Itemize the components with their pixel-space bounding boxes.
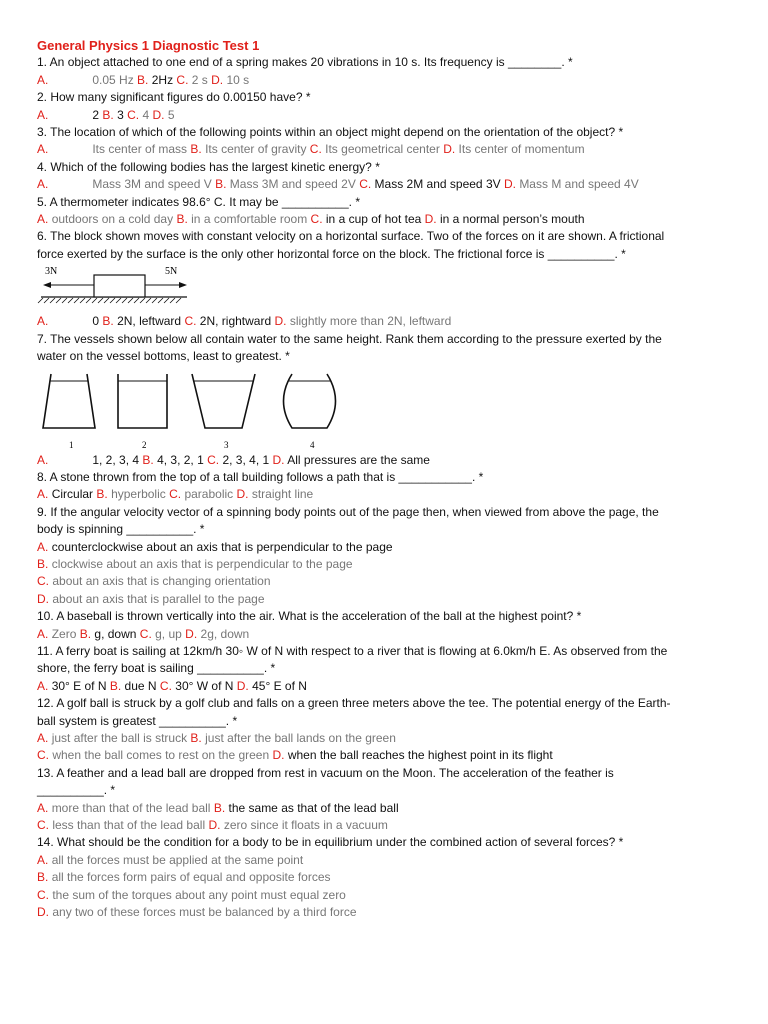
option-letter: A. [37,212,49,227]
option-row [37,72,737,89]
option-letter: C. [127,107,140,122]
option-letter: C. [310,212,323,227]
option-c[interactable] [37,574,271,588]
option-letter: D. [274,314,287,329]
option-row [37,556,737,573]
question-text: 11. A ferry boat is sailing at 12km/h 30◦ W of N with respect to a river that is flowing at 6.0km/h E. As observed from the [37,643,668,658]
vessel-label-3: 3 [224,439,229,450]
option-letter: B. [190,731,202,745]
option-letter: D. [272,452,285,467]
option-d[interactable] [275,314,452,328]
option-letter: B. [37,556,49,571]
question-text: 8. A stone thrown from the top of a tall building follows a path that is ___________. * [37,469,484,484]
option-text: 2 s [191,72,208,87]
option-a[interactable] [37,679,107,693]
question-text: shore, the ferry boat is sailing __________. * [37,661,276,676]
option-c[interactable] [176,73,207,87]
option-letter: D. [152,107,165,122]
option-letter: A. [37,72,49,87]
test-content [37,37,737,921]
option-text: 4 [142,107,150,122]
option-letter: D. [272,748,285,763]
option-letter: B. [213,800,226,815]
option-letter: A. [37,731,49,745]
question-1 [37,54,737,89]
option-letter: C. [309,142,322,157]
option-row [37,904,737,921]
question-2 [37,89,737,124]
surface-hatch [134,298,139,303]
option-row [37,730,737,747]
question-text: water on the vessel bottoms, least to greatest. * [37,349,290,364]
option-c[interactable] [160,679,234,693]
option-letter: D. [443,142,456,157]
option-a[interactable] [37,73,134,87]
question-text: ball system is greatest __________. * [37,713,238,728]
option-c[interactable] [37,888,346,902]
option-letter: C. [176,72,189,87]
option-b[interactable] [110,679,157,693]
option-text: more than that of the lead ball [51,800,211,815]
option-text: All pressures are the same [287,452,430,467]
surface-hatch [44,298,49,303]
option-text: 0.05 Hz [92,72,134,87]
option-row [37,591,737,608]
question-text: 1. An object attached to one end of a spring makes 20 vibrations in 10 s. Its frequency is ________. * [37,55,573,70]
surface-hatch [152,298,157,303]
question-text: 3. The location of which of the following points within an object might depend on the orientation of the object? * [37,125,624,140]
option-text: 5 [167,107,175,122]
question-text: __________. * [37,783,116,798]
vessel-4 [284,374,336,428]
question-3 [37,124,737,159]
option-text: all the forces form pairs of equal and opposite forces [51,870,331,885]
option-text: any two of these forces must be balanced by a third force [52,905,357,920]
left-arrowhead [43,282,51,288]
option-letter: C. [159,678,172,693]
surface-hatch [122,298,127,303]
option-c[interactable] [207,453,269,467]
option-letter: C. [37,818,49,833]
option-text: clockwise about an axis that is perpendicular to the page [51,556,353,571]
vessel-2 [118,374,167,428]
option-d[interactable] [152,108,174,122]
option-d[interactable] [208,818,387,832]
option-text: 2Hz [151,72,174,87]
question-text: 5. A thermometer indicates 98.6° C. It may be __________. * [37,194,360,209]
surface-hatch [164,298,169,303]
option-text: just after the ball lands on the green [205,731,396,745]
question-7 [37,331,737,469]
option-letter: B. [137,72,149,87]
option-text: just after the ball is struck [51,731,188,745]
option-text: 2g, down [200,626,250,641]
option-d[interactable] [237,487,314,501]
option-text: counterclockwise about an axis that is perpendicular to the page [51,539,393,554]
surface-hatch [170,298,175,303]
option-text: slightly more than 2N, leftward [289,314,452,329]
option-row [37,747,737,764]
option-text: Its center of mass [92,142,188,157]
option-letter: C. [139,626,152,641]
block-figure [37,263,737,313]
option-letter: D. [37,591,49,606]
surface-hatch [38,298,43,303]
option-letter: C. [207,452,220,467]
surface-hatch [92,298,97,303]
option-text: 30° W of N [175,678,234,693]
question-11 [37,643,737,695]
question-text: body is spinning __________. * [37,522,205,537]
surface-hatch [176,298,181,303]
option-a[interactable] [37,731,187,745]
question-9 [37,504,737,608]
question-12 [37,695,737,765]
option-letter: D. [424,212,437,227]
surface-hatch [74,298,79,303]
right-force-label: 5N [165,266,178,278]
option-row [37,313,737,330]
option-text: in a normal person’s mouth [439,212,585,227]
option-letter: D. [211,72,224,87]
option-letter: B. [142,452,154,467]
option-b[interactable] [190,142,306,156]
option-d[interactable] [443,142,584,156]
vessel-label-2: 2 [142,439,147,450]
option-text: parabolic [184,487,234,502]
option-letter: A. [37,142,49,157]
option-a[interactable] [37,540,393,554]
question-text: 14. What should be the condition for a body to be in equilibrium under the combined action of several forces? * [37,835,624,850]
option-text: about an axis that is changing orientation [52,574,271,589]
question-4 [37,159,737,194]
option-letter: B. [176,212,188,227]
option-text: 4, 3, 2, 1 [157,452,204,467]
option-d[interactable] [504,177,639,191]
option-a[interactable] [37,627,76,641]
question-13 [37,765,737,835]
option-row [37,817,737,834]
test-title: General Physics 1 Diagnostic Test 1 [37,38,260,53]
option-letter: A. [37,487,49,502]
option-row [37,486,737,503]
option-row [37,211,737,228]
surface-hatch [158,298,163,303]
option-d[interactable] [37,592,265,606]
option-b[interactable] [142,453,203,467]
option-text: Circular [51,487,94,502]
surface-hatch [128,298,133,303]
option-letter: D. [185,626,198,641]
option-letter: D. [236,487,249,502]
option-letter: A. [37,539,49,554]
option-letter: A. [37,626,49,641]
option-letter: A. [37,678,49,693]
option-text: 1, 2, 3, 4 [92,452,140,467]
option-text: Mass 3M and speed 2V [229,177,356,192]
option-b[interactable] [80,627,137,641]
option-text: the same as that of the lead ball [228,800,399,815]
option-text: 2N, rightward [199,314,272,329]
option-text: when the ball comes to rest on the green [52,748,270,763]
option-text: Mass 2M and speed 3V [374,177,501,192]
left-force-label: 3N [45,266,58,278]
surface-hatch [86,298,91,303]
option-letter: A. [37,452,49,467]
option-text: 45° E of N [252,678,307,693]
option-text: outdoors on a cold day [51,212,174,227]
option-a[interactable] [37,853,303,867]
option-d[interactable] [185,627,249,641]
option-text: when the ball reaches the highest point in its flight [287,748,553,763]
option-letter: C. [184,314,197,329]
option-text: zero since it floats in a vacuum [223,818,388,833]
option-letter: A. [37,314,49,329]
option-row [37,869,737,886]
option-row [37,800,737,817]
option-d[interactable] [237,679,307,693]
option-text: less than that of the lead ball [52,818,206,833]
option-d[interactable] [425,212,585,226]
option-row [37,176,737,193]
option-c[interactable] [140,627,182,641]
option-text: Mass M and speed 4V [519,177,639,192]
option-a[interactable] [37,108,99,122]
surface-hatch [62,298,67,303]
option-c[interactable] [37,748,269,762]
question-5 [37,194,737,229]
option-letter: A. [37,177,49,192]
option-letter: D. [503,177,516,192]
option-text: 30° E of N [51,678,107,693]
vessels-figure [37,366,737,452]
question-text: 7. The vessels shown below all contain water to the same height. Rank them according to the pressure exerted by the [37,331,662,346]
option-letter: B. [79,626,92,641]
option-a[interactable] [37,801,210,815]
question-6 [37,228,737,330]
question-14 [37,834,737,921]
option-letter: C. [37,887,49,902]
vessel-label-1: 1 [69,439,74,450]
option-row [37,452,737,469]
option-letter: A. [37,107,49,122]
vessel-3 [192,374,255,428]
option-b[interactable] [137,73,173,87]
question-text: 10. A baseball is thrown vertically into the air. What is the acceleration of the ball at the highest point? * [37,609,582,624]
option-text: 2, 3, 4, 1 [222,452,270,467]
option-letter: B. [102,314,114,329]
option-b[interactable] [96,487,165,501]
option-a[interactable] [37,314,99,328]
option-text: Mass 3M and speed V [92,177,212,192]
option-b[interactable] [102,108,123,122]
option-text: 0 [92,314,100,329]
option-d[interactable] [273,453,430,467]
question-text: 13. A feather and a lead ball are dropped from rest in vacuum on the Moon. The acceleration of the feather is [37,765,614,780]
option-text: 2 [92,107,100,122]
surface-hatch [80,298,85,303]
option-text: Its center of gravity [205,142,307,157]
right-arrowhead [179,282,187,288]
option-row [37,539,737,556]
option-letter: D. [208,818,221,833]
surface-hatch [56,298,61,303]
option-letter: B. [215,177,227,192]
option-row [37,573,737,590]
option-c[interactable] [310,142,440,156]
option-a[interactable] [37,453,139,467]
surface-hatch [98,298,103,303]
option-letter: B. [190,142,202,157]
option-c[interactable] [359,177,500,191]
option-text: about an axis that is parallel to the page [52,591,265,606]
option-row [37,678,737,695]
option-text: in a cup of hot tea [325,212,422,227]
option-c[interactable] [127,108,149,122]
surface-hatch [104,298,109,303]
option-text: 10 s [226,72,250,87]
option-text: the sum of the torques about any point must equal zero [52,887,346,902]
option-letter: C. [37,574,49,589]
option-text: in a comfortable room [191,212,308,227]
surface-hatch [140,298,145,303]
option-b[interactable] [176,212,307,226]
option-a[interactable] [37,487,93,501]
option-b[interactable] [37,557,353,571]
option-text: 2N, leftward [117,314,182,329]
option-d[interactable] [272,748,552,762]
option-text: g, down [94,626,137,641]
option-d[interactable] [37,905,357,919]
option-text: 3 [117,107,124,122]
option-row [37,626,737,643]
option-letter: B. [102,107,114,122]
option-text: all the forces must be applied at the same point [51,852,304,867]
option-letter: A. [37,800,49,815]
option-b[interactable] [215,177,356,191]
option-letter: D. [236,678,249,693]
surface-hatch [146,298,151,303]
option-row [37,141,737,158]
option-row [37,887,737,904]
option-c[interactable] [37,818,205,832]
option-row [37,852,737,869]
option-letter: A. [37,852,49,867]
option-text: straight line [251,487,314,502]
option-b[interactable] [37,870,331,884]
option-letter: C. [37,748,49,763]
option-text: g, up [155,626,182,641]
vessel-label-4: 4 [310,439,315,450]
question-10 [37,608,737,643]
question-text: 4. Which of the following bodies has the largest kinetic energy? * [37,159,380,174]
option-text: hyperbolic [111,487,166,502]
option-c[interactable] [169,487,233,501]
option-letter: D. [37,905,49,920]
option-letter: C. [169,487,182,502]
option-row [37,107,737,124]
option-d[interactable] [211,73,249,87]
option-text: Its center of momentum [458,142,585,157]
option-text: Zero [51,626,77,641]
question-8 [37,469,737,504]
option-a[interactable] [37,177,212,191]
surface-hatch [110,298,115,303]
surface-hatch [50,298,55,303]
option-letter: B. [96,487,108,502]
question-text: 6. The block shown moves with constant velocity on a horizontal surface. Two of the forces on it are shown. A frictional [37,229,665,244]
vessels-diagram [37,366,377,452]
option-letter: B. [37,870,49,885]
option-a[interactable] [37,212,173,226]
vessel-1 [43,374,95,428]
block [94,275,145,297]
question-text: 12. A golf ball is struck by a golf club and falls on a green three meters above the tee. The potential energy of the Earth- [37,696,671,711]
option-letter: B. [109,678,122,693]
block-diagram [37,263,197,313]
option-b[interactable] [190,731,395,745]
option-text: Its geometrical center [325,142,440,157]
question-text: 9. If the angular velocity vector of a spinning body points out of the page then, when viewed from above the page, the [37,504,659,519]
option-letter: C. [359,177,372,192]
question-text: 2. How many significant figures do 0.00150 have? * [37,90,311,105]
surface-hatch [116,298,121,303]
option-c[interactable] [311,212,422,226]
option-b[interactable] [102,314,181,328]
option-c[interactable] [184,314,271,328]
question-text: force exerted by the surface is the only other horizontal force on the block. The frictional force is __________. * [37,246,626,261]
surface-hatch [68,298,73,303]
option-text: due N [124,678,157,693]
option-a[interactable] [37,142,187,156]
option-b[interactable] [214,801,399,815]
